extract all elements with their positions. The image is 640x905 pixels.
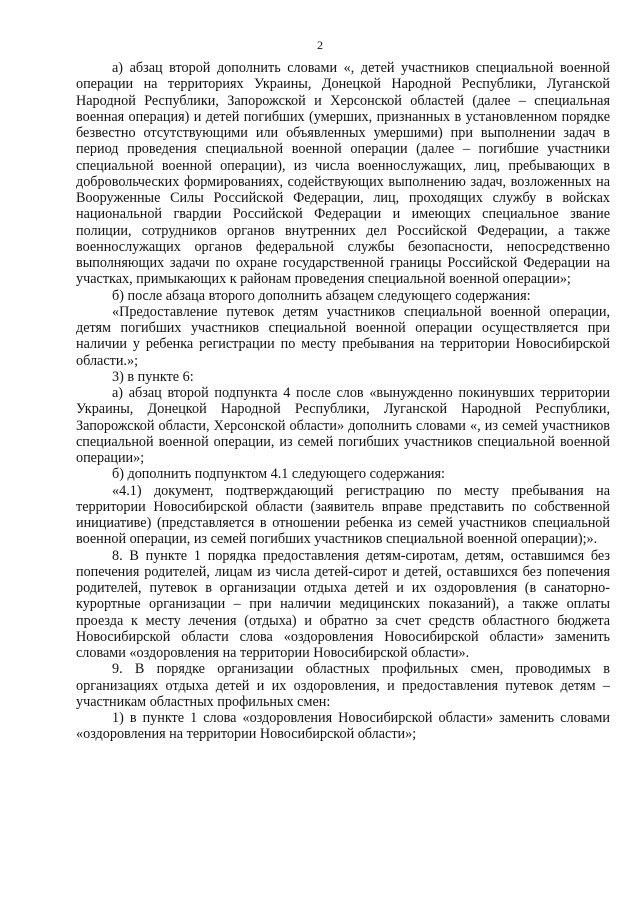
paragraph-section-8: 8. В пункте 1 порядка предоставления детям-сиротам, детям, оставшимся без попечения родителей, лицам из числа детей-сирот и детей, оставшихся без попечения родителей, путевок в организации отдыха детей и их оздоровления (в санаторно-курортные организации – при наличии медицинских показаний), а также оплаты проезда к месту лечения (отдыха) и обратно за счет средств областного бюджета Новосибирской области слова «оздоровления Новосибирской области» заменить словами «оздоровления на территории Новосибирской области». — [76, 547, 610, 661]
paragraph-quoted-vouchers-text: «Предоставление путевок детям участников специальной военной операции, детям погибших участников специальной военной операции осуществляется при наличии у ребенка регистрации по месту пребывания на территории Новосибирской области.»; — [76, 303, 610, 369]
paragraph-item-3-point-6: 3) в пункте 6: — [112, 368, 194, 385]
paragraph-section-9-item-1: 1) в пункте 1 слова «оздоровления Новосибирской области» заменить словами «оздоровления на территории Новосибирской области»; — [76, 710, 610, 743]
paragraph-amendment-b-new-paragraph: б) после абзаца второго дополнить абзацем следующего содержания: — [112, 287, 531, 304]
paragraph-section-9: 9. В порядке организации областных профильных смен, проводимых в организациях отдыха детей и их оздоровления, и предоставления путевок детям – участникам областных профильных смен: — [76, 661, 610, 710]
paragraph-quoted-subpoint-4-1: «4.1) документ, подтверждающий регистрацию по месту пребывания на территории Новосибирской области (заявитель вправе представить по собственной инициативе) (представляется в отношении ребенка из семей участников специальной военной операции, из семей погибших участников специальной военной операции);». — [76, 482, 610, 548]
page-number: 2 — [317, 38, 323, 52]
document-body — [76, 60, 610, 743]
paragraph-subitem-b-subpoint-4-1: б) дополнить подпунктом 4.1 следующего содержания: — [112, 466, 445, 483]
paragraph-amendment-a-paragraph-two: а) абзац второй дополнить словами «, детей участников специальной военной операции на территориях Украины, Донецкой Народной Республики, Луганской Народной Республики, Запорожской и Херсонской областей (далее – специальная военная операция) и детей погибших (умерших, признанных в установленном порядке безвестно отсутствующими или объявленных умершими) при выполнении задач в период проведения специальной военной операции (далее – погибшие участники специальной военной операции), из числа военнослужащих, лиц, пребывающих в добровольческих формированиях, содействующих выполнению задач, возложенных на Вооруженные Силы Российской Федерации, лиц, проходящих службу в войсках национальной гвардии Российской Федерации и имеющих специальное звание полиции, сотрудников органов внутренних дел Российской Федерации, а также военнослужащих органов федеральной службы безопасности, непосредственно выполняющих задачи по охране государственной границы Российской Федерации на участках, примыкающих к районам проведения специальной военной операции»; — [76, 60, 610, 288]
paragraph-subitem-a-subpoint-4: а) абзац второй подпункта 4 после слов «вынужденно покинувших территории Украины, Донецкой Народной Республики, Луганской Народной Республики, Запорожской области, Херсонской области» дополнить словами «, из семей участников специальной военной операции, из семей погибших участников специальной военной операции»; — [76, 385, 610, 466]
